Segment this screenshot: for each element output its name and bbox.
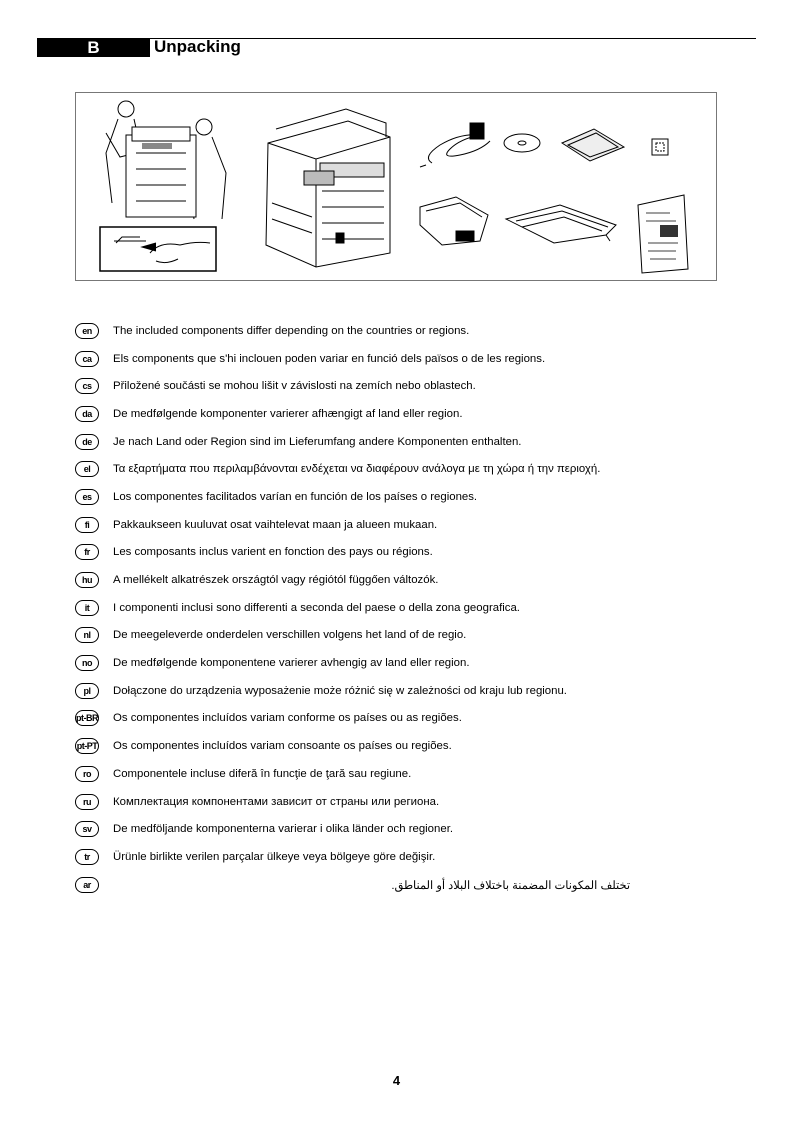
language-code-badge: pt-PT [75,738,99,754]
language-row-sv [75,815,715,843]
unpacking-figure [75,92,717,281]
language-code-badge: sv [75,821,99,837]
language-row-hu [75,566,715,594]
toner-container-icon [420,197,488,245]
language-row-ca [75,345,715,373]
language-notice-text: Os componentes incluídos variam consoante os países ou regiões. [113,740,452,753]
output-tray-icon [506,205,616,243]
language-row-nl [75,622,715,650]
language-notice-text: Les composants inclus varient en fonction des pays ou régions. [113,546,433,559]
language-notice-text: Els components que s'hi inclouen poden variar en funció dels països o de les regions. [113,352,546,365]
language-code-badge: en [75,323,99,339]
lifting-machine-illustration [106,101,226,219]
language-notice-text: Os componentes incluídos variam conforme os países ou as regiões. [113,712,462,725]
language-code-badge: ar [75,877,99,893]
page-number: 4 [392,1073,401,1088]
language-row-pl [75,677,715,705]
language-row-cs [75,372,715,400]
section-letter: B [37,38,150,57]
quick-guide-sheet-icon [638,195,688,273]
language-code-badge: it [75,600,99,616]
hand-grip-illustration [100,227,216,271]
language-notice-list [75,317,715,898]
language-notice-text: Ürünle birlikte verilen parçalar ülkeye veya bölgeye göre değişir. [113,850,436,863]
language-notice-text: Los componentes facilitados varían en función de los países o regiones. [113,490,478,503]
language-notice-text: Τα εξαρτήματα που περιλαμβάνονται ενδέχεται να διαφέρουν ανάλογα με τη χώρα ή την περιοχή. [113,463,601,476]
document-sleeve-icon [562,129,624,161]
language-notice-text: I componenti inclusi sono differenti a seconda del paese o della zona geografica. [113,601,520,614]
language-row-tr [75,843,715,871]
language-code-badge: pl [75,683,99,699]
label-sticker-icon [652,139,668,155]
language-code-badge: es [75,489,99,505]
language-notice-text: Je nach Land oder Region sind im Lieferumfang andere Komponenten enthalten. [113,435,522,448]
section-title: Unpacking [154,37,241,56]
language-row-it [75,594,715,622]
language-code-badge: fi [75,517,99,533]
printer-illustration [266,109,390,267]
language-row-da [75,400,715,428]
language-code-badge: ru [75,794,99,810]
language-notice-text: The included components differ depending on the countries or regions. [113,324,470,337]
power-cord-icon [420,123,490,167]
language-code-badge: el [75,461,99,477]
language-row-pt-BR [75,705,715,733]
language-code-badge: no [75,655,99,671]
language-code-badge: de [75,434,99,450]
language-code-badge: hu [75,572,99,588]
language-notice-text: Componentele incluse diferă în funcţie de ţară sau regiune. [113,767,412,780]
language-code-badge: ro [75,766,99,782]
language-notice-text: Přiložené součásti se mohou lišit v závislosti na zemích nebo oblastech. [113,380,476,393]
language-code-badge: tr [75,849,99,865]
language-code-badge: ca [75,351,99,367]
language-row-fr [75,539,715,567]
language-code-badge: pt-BR [75,710,99,726]
language-notice-text: A mellékelt alkatrészek országtól vagy régiótól függően változók. [113,574,439,587]
language-notice-text: De medfølgende komponenter varierer afhængigt af land eller region. [113,407,463,420]
language-notice-text: Pakkaukseen kuuluvat osat vaihtelevat maan ja alueen mukaan. [113,518,438,531]
language-notice-text: De meegeleverde onderdelen verschillen volgens het land of de regio. [113,629,467,642]
language-notice-text: Комплектация компонентами зависит от страны или региона. [113,795,440,808]
language-code-badge: cs [75,378,99,394]
language-row-pt-PT [75,732,715,760]
language-notice-text: تختلف المكونات المضمنة باختلاف البلاد أو المناطق. [391,879,630,892]
cd-icon [504,134,540,152]
language-row-ro [75,760,715,788]
language-code-badge: da [75,406,99,422]
language-row-es [75,483,715,511]
language-row-ru [75,788,715,816]
language-row-ar [75,871,715,899]
language-code-badge: nl [75,627,99,643]
language-row-no [75,649,715,677]
language-notice-text: De medfølgende komponentene varierer avhengig av land eller region. [113,657,470,670]
language-code-badge: fr [75,544,99,560]
language-row-en [75,317,715,345]
language-notice-text: Dołączone do urządzenia wyposażenie może różnić się w zależności od kraju lub regionu. [113,684,567,697]
language-row-fi [75,511,715,539]
language-row-de [75,428,715,456]
language-row-el [75,455,715,483]
language-notice-text: De medföljande komponenterna varierar i olika länder och regioner. [113,823,454,836]
